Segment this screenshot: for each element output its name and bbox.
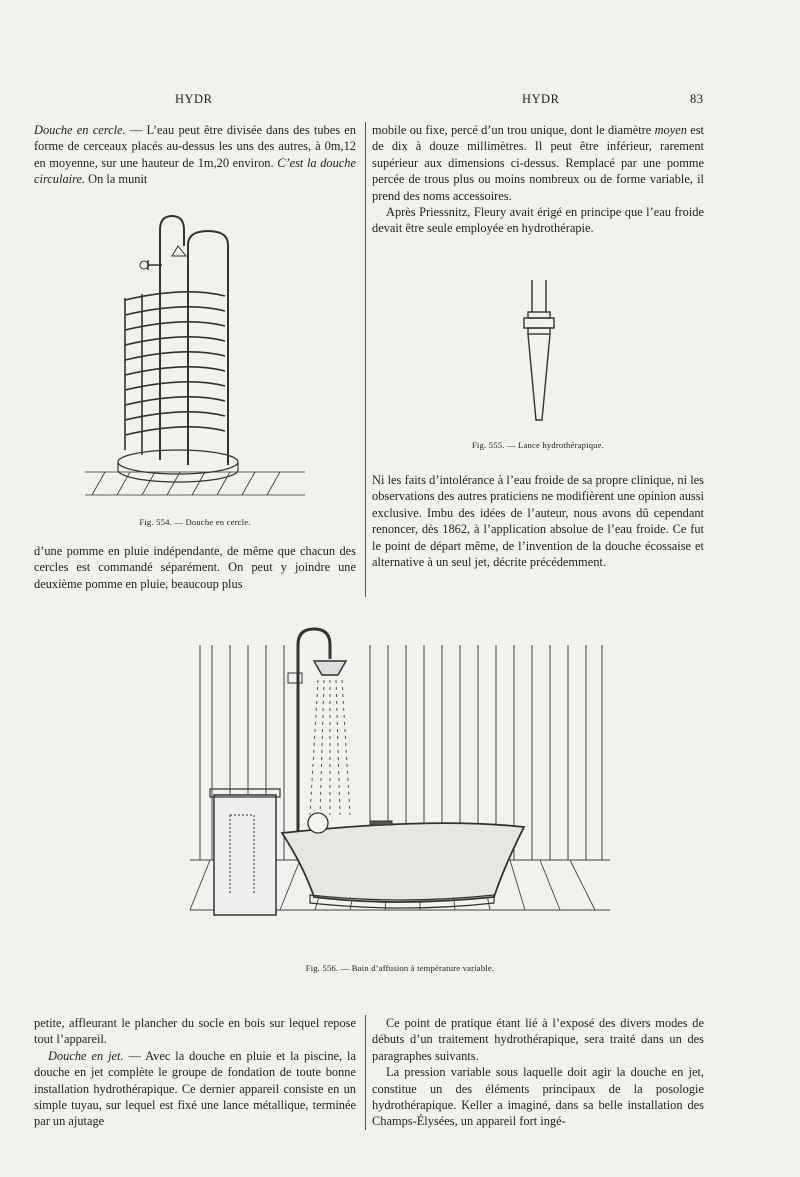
figure-caption-555: Fig. 555. — Lance hydrothérapique. — [471, 440, 605, 450]
right-column-top — [372, 122, 704, 237]
run-in-heading: Douche en cercle. — [34, 123, 126, 137]
paragraph-douche-en-jet-continued — [372, 122, 704, 204]
paragraph-text: mobile ou fixe, percé d’un trou unique, dont le diamètre — [372, 123, 655, 137]
paragraph-text: On la munit — [85, 172, 148, 187]
run-in-heading: Douche en jet. — [48, 1048, 124, 1063]
column-rule-top — [365, 122, 366, 597]
paragraph-text: d’une pomme en pluie indépendante, de même que chacun des cercles est commandé séparément. On peut y joindre une deuxième pomme en pluie, beaucoup plus — [34, 544, 356, 591]
left-column-bottom — [34, 1015, 356, 1130]
paragraph-eau-froide: Ni les faits d’intolérance à l’eau froide de sa propre clinique, ni les observations des autres praticiens ne modifièrent une opinion aussi exclusive. Imbu des idées de l’auteur, nous avons dû cependant renoncer, dès 1862, à l’application absolue de l’eau froide. Ce fut le point de départ même, de l’invention de la douche écossaise et alternative à un seul jet, décrite précédemment. — [372, 473, 704, 570]
figure-lance-hydrotherapique — [510, 280, 570, 430]
paragraph-priessnitz: Après Priessnitz, Fleury avait érigé en principe que l’eau froide devait être seule employée en hydrothérapie. — [372, 205, 704, 236]
paragraph-text: — L’eau peut être divisée dans des tubes en forme de cerceaux placés au-dessus les uns des autres, à 0m,12 en moyenne, sur une hauteur de 1m,20 environ. — [34, 123, 356, 170]
left-column-top-continued — [34, 543, 356, 592]
left-column-top — [34, 122, 356, 188]
figure-caption-554: Fig. 554. — Douche en cercle. — [139, 517, 251, 527]
right-column-bottom — [372, 1015, 704, 1130]
paragraph-text: — Avec la douche en pluie et la piscine, la douche en jet complète le groupe de fondation de toute bonne installation hydrothérapique. Ce dernier appareil consiste en un simple tuyau, sur lequel est fixé une lance métallique, terminée par un ajutage — [34, 1048, 357, 1129]
running-head-left: HYDR — [175, 92, 213, 106]
paragraph-text: petite, affleurant le plancher du socle en bois sur lequel repose tout l’appareil. — [34, 1016, 356, 1047]
paragraph-pression-variable: La pression variable sous laquelle doit agir la douche en jet, constitue un des éléments principaux de la posologie hydrothérapique. Keller a imaginé, dans sa belle installation des Champs-Élysées, un appareil fort ingé- — [372, 1065, 704, 1129]
paragraph-text: est de dix à douze millimètres. Il peut être inférieur, rarement supérieur aux dimensions ci-dessus. Remplacé par une pomme percée de trous plus ou moins nombreux ou de forme variable, il prend des noms accessoires. — [372, 123, 704, 203]
paragraph-point-de-pratique: Ce point de pratique étant lié à l’exposé des divers modes de débuts d’un traitement hydrothérapique, sera traité dans un des paragraphes suivants. — [372, 1016, 704, 1063]
italic-phrase: C’est la douche circulaire. — [34, 155, 356, 187]
right-column-top-continued — [372, 472, 704, 570]
page-number: 83 — [690, 92, 704, 106]
running-head-right: HYDR — [522, 92, 560, 106]
paragraph-douche-en-cercle — [34, 122, 356, 188]
figure-bain-affusion — [190, 625, 610, 955]
column-rule-bottom — [365, 1015, 366, 1130]
italic-word: moyen — [654, 123, 687, 137]
figure-douche-en-cercle — [80, 210, 320, 510]
paragraph-douche-en-jet — [34, 1048, 356, 1130]
figure-caption-556: Fig. 556. — Bain d’affusion à température variable. — [305, 963, 495, 973]
